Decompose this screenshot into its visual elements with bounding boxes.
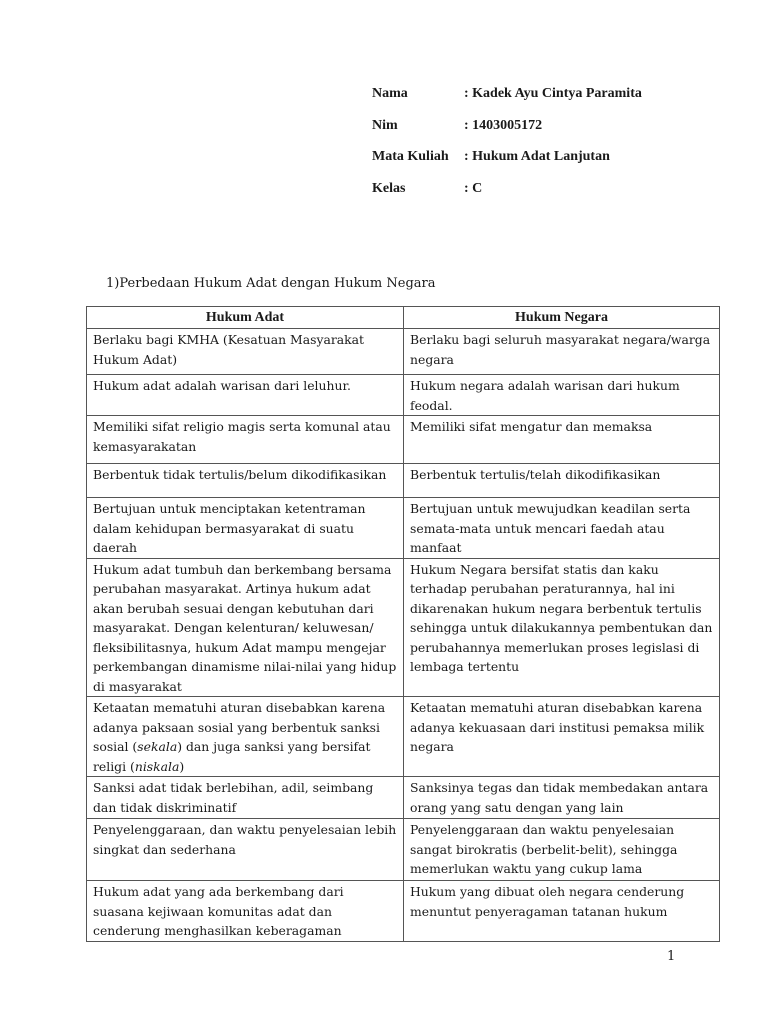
table-cell: Berlaku bagi KMHA (Kesatuan Masyarakat Hukum Adat) xyxy=(87,329,404,375)
info-label: Kelas xyxy=(372,180,406,196)
table-cell: Hukum adat tumbuh dan berkembang bersama perubahan masyarakat. Artinya hukum adat akan berubah sesuai dengan kebutuhan dari masyarakat. Dengan kelenturan/ keluwesan/ fleksibilitasnya, hukum Adat mampu mengejar perkembangan dinamisme nilai-nilai yang hidup di masyarakat xyxy=(87,558,404,697)
column-header: Hukum Adat xyxy=(87,307,404,329)
table-cell: Bertujuan untuk mewujudkan keadilan serta semata-mata untuk mencari faedah atau manfaat xyxy=(404,498,720,559)
table-header-row xyxy=(87,307,720,329)
table-row xyxy=(87,881,720,942)
table-row xyxy=(87,329,720,375)
table-row xyxy=(87,375,720,416)
table-cell: Berlaku bagi seluruh masyarakat negara/warga negara xyxy=(404,329,720,375)
table-row xyxy=(87,558,720,697)
info-row-nim xyxy=(372,118,752,150)
info-row-name xyxy=(372,86,752,118)
table-cell: Memiliki sifat religio magis serta komunal atau kemasyarakatan xyxy=(87,416,404,464)
info-row-class xyxy=(372,181,752,213)
table-cell: Sanksinya tegas dan tidak membedakan antara orang yang satu dengan yang lain xyxy=(404,777,720,819)
table-cell: Bertujuan untuk menciptakan ketentraman dalam kehidupan bermasyarakat di suatu daerah xyxy=(87,498,404,559)
table-row xyxy=(87,819,720,881)
table-cell: Berbentuk tidak tertulis/belum dikodifikasikan xyxy=(87,464,404,498)
info-value: : Kadek Ayu Cintya Paramita xyxy=(464,86,642,101)
info-value: : 1403005172 xyxy=(464,117,543,133)
section-title: Perbedaan Hukum Adat dengan Hukum Negara xyxy=(119,276,436,291)
comparison-table xyxy=(86,306,720,942)
table-cell: Ketaatan mematuhi aturan disebabkan karena adanya paksaan sosial yang berbentuk sanksi sosial (sekala) dan juga sanksi yang bersifat religi (niskala) xyxy=(87,697,404,777)
table-cell: Berbentuk tertulis/telah dikodifikasikan xyxy=(404,464,720,498)
section-number: 1) xyxy=(106,276,120,291)
table-cell: Penyelenggaraan, dan waktu penyelesaian lebih singkat dan sederhana xyxy=(87,819,404,881)
column-header: Hukum Negara xyxy=(404,307,720,329)
info-label: Nim xyxy=(372,117,398,133)
table-cell: Sanksi adat tidak berlebihan, adil, seimbang dan tidak diskriminatif xyxy=(87,777,404,819)
table-cell: Memiliki sifat mengatur dan memaksa xyxy=(404,416,720,464)
info-value: : Hukum Adat Lanjutan xyxy=(464,149,610,164)
table-cell: Penyelenggaraan dan waktu penyelesaian sangat birokratis (berbelit-belit), sehingga memerlukan waktu yang cukup lama xyxy=(404,819,720,881)
table-cell: Hukum adat adalah warisan dari leluhur. xyxy=(87,375,404,416)
table-row xyxy=(87,498,720,559)
table-cell: Hukum Negara bersifat statis dan kaku terhadap perubahan peraturannya, hal ini dikarenakan hukum negara berbentuk tertulis sehingga untuk dilakukannya pembentukan dan perubahannya memerlukan proses legislasi di lembaga tertentu xyxy=(404,558,720,697)
info-row-course xyxy=(372,149,752,181)
table-cell: Hukum negara adalah warisan dari hukum feodal. xyxy=(404,375,720,416)
table-cell: Hukum yang dibuat oleh negara cenderung menuntut penyeragaman tatanan hukum xyxy=(404,881,720,942)
table-row xyxy=(87,697,720,777)
info-label: Mata Kuliah xyxy=(372,149,449,164)
page-number: 1 xyxy=(667,949,676,964)
table-row xyxy=(87,464,720,498)
info-label: Nama xyxy=(372,86,408,101)
student-info xyxy=(372,86,752,212)
table-cell: Hukum adat yang ada berkembang dari suasana kejiwaan komunitas adat dan cenderung menghasilkan keberagaman xyxy=(87,881,404,942)
section-heading xyxy=(106,276,435,291)
info-value: : C xyxy=(464,180,483,196)
table-cell: Ketaatan mematuhi aturan disebabkan karena adanya kekuasaan dari institusi pemaksa milik negara xyxy=(404,697,720,777)
table-row xyxy=(87,777,720,819)
table-row xyxy=(87,416,720,464)
